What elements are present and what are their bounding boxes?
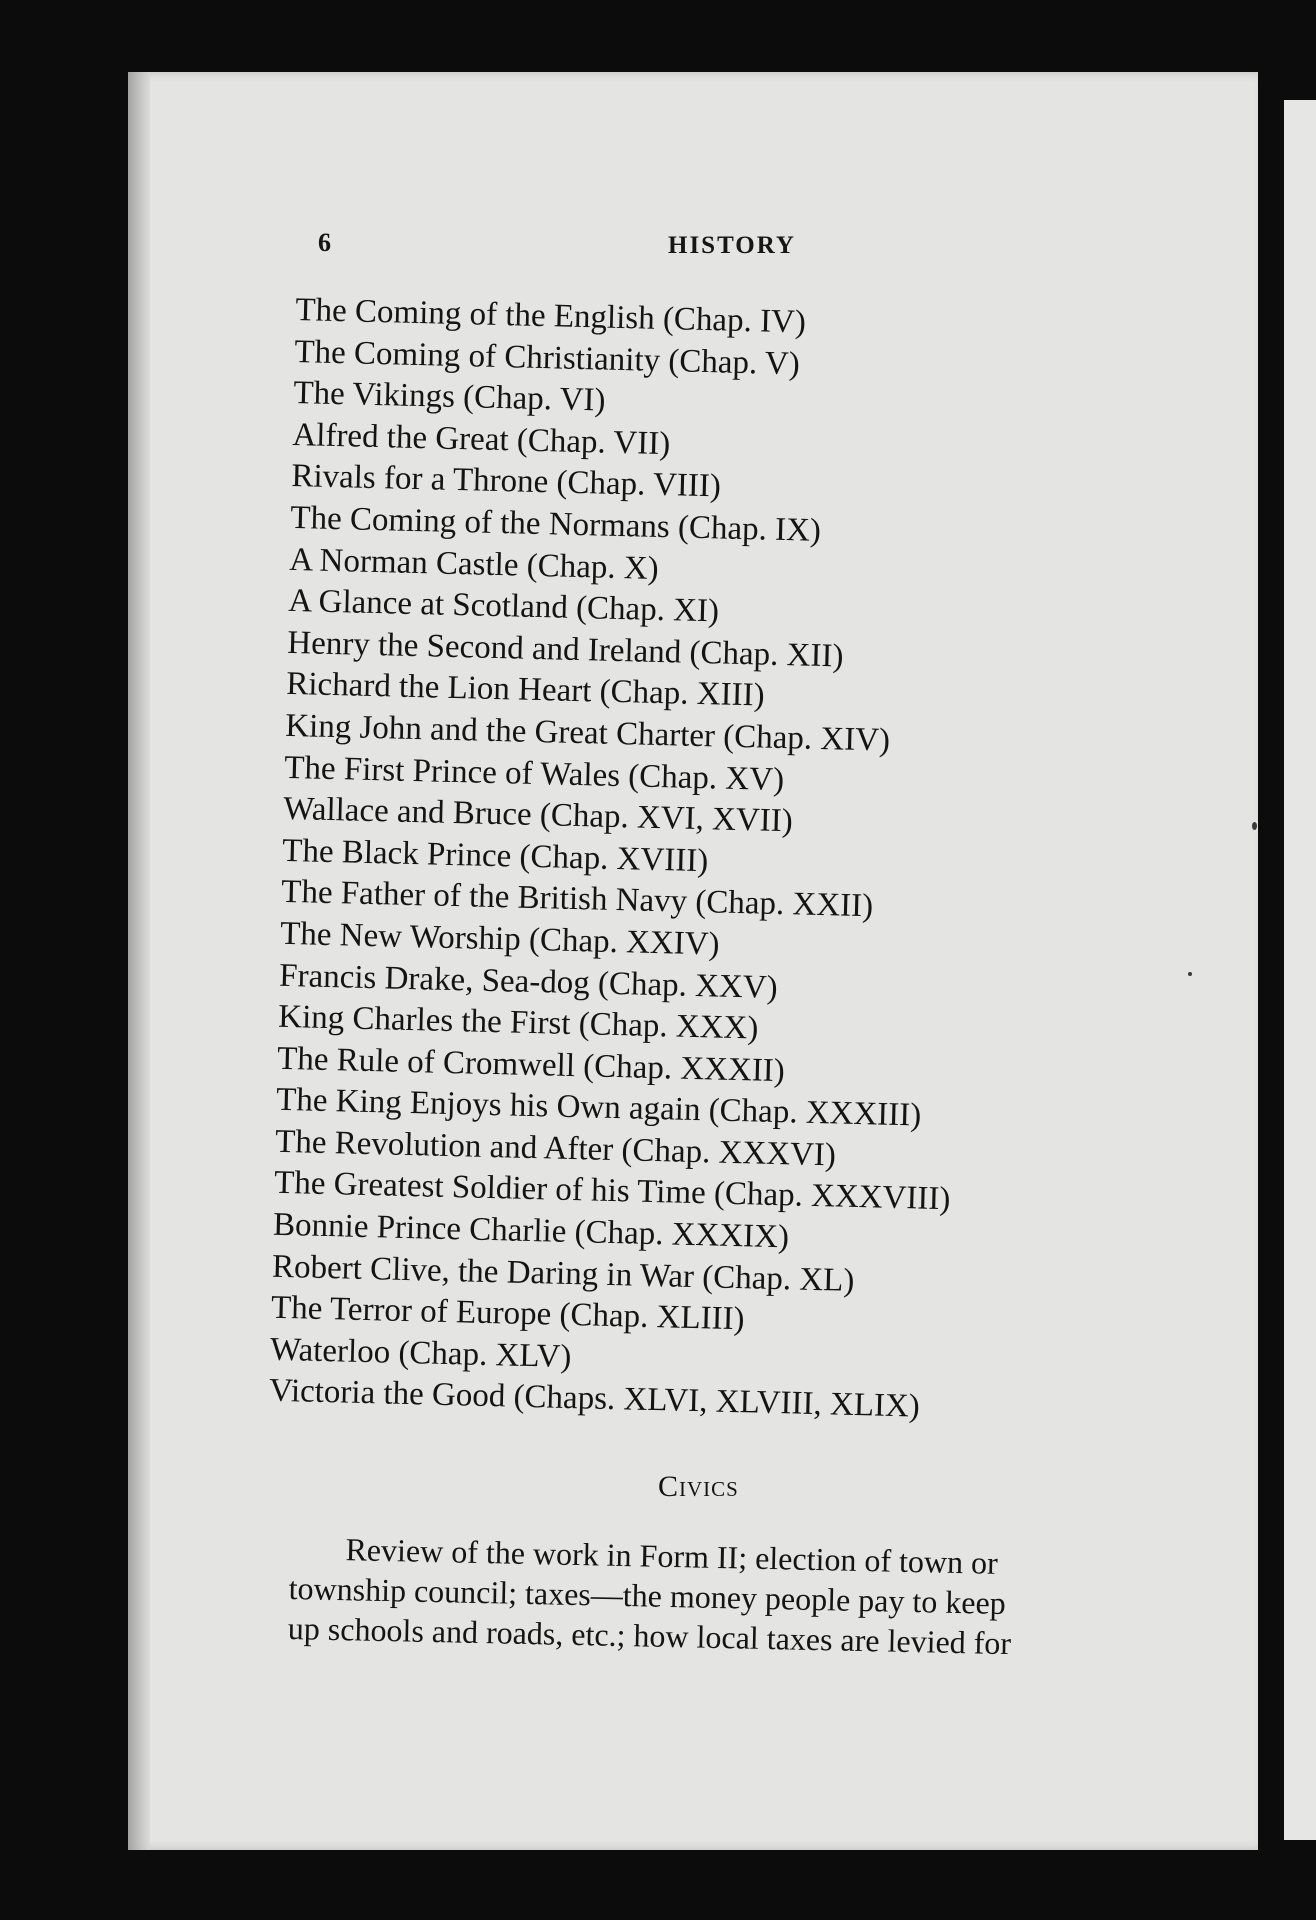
list-item: The Coming of the English (Chap. IV) xyxy=(295,291,807,341)
paragraph-line: township council; taxes—the money people pay to keep xyxy=(288,1569,1007,1622)
list-item: A Norman Castle (Chap. X) xyxy=(288,541,660,587)
list-item: Wallace and Bruce (Chap. XVI, XVII) xyxy=(282,790,794,840)
list-item: The Rule of Cromwell (Chap. XXXII) xyxy=(276,1040,786,1089)
civics-paragraph xyxy=(287,1528,1119,1665)
civics-heading: Civics xyxy=(658,1470,739,1503)
list-item: Victoria the Good (Chaps. XLVI, XLVIII, XLIX) xyxy=(268,1373,921,1426)
list-item: King John and the Great Charter (Chap. XIV) xyxy=(284,707,891,759)
list-item: The Vikings (Chap. VI) xyxy=(293,375,606,419)
list-item: Henry the Second and Ireland (Chap. XII) xyxy=(286,624,844,675)
paragraph-line: up schools and roads, etc.; how local taxes are levied for xyxy=(287,1609,1012,1662)
list-item: The Father of the British Navy (Chap. XXII) xyxy=(280,874,874,925)
list-item: The Greatest Soldier of his Time (Chap. XXXVIII) xyxy=(273,1165,951,1218)
list-item: The Coming of Christianity (Chap. V) xyxy=(294,333,801,382)
list-item: A Glance at Scotland (Chap. XI) xyxy=(287,583,720,630)
binding-gutter-shadow xyxy=(128,72,150,1850)
list-item: Richard the Lion Heart (Chap. XIII) xyxy=(285,666,765,714)
list-item: Robert Clive, the Daring in War (Chap. XL) xyxy=(271,1248,855,1299)
list-item: The Terror of Europe (Chap. XLIII) xyxy=(270,1289,745,1338)
list-item: The Coming of the Normans (Chap. IX) xyxy=(289,499,822,549)
running-head: HISTORY xyxy=(668,232,796,259)
facing-page-edge xyxy=(1284,100,1316,1840)
list-item: King Charles the First (Chap. XXX) xyxy=(277,998,759,1047)
page-number: 6 xyxy=(318,228,331,257)
history-chapter-list xyxy=(269,290,1176,1434)
ink-speck xyxy=(1252,822,1257,830)
ink-speck xyxy=(1188,972,1192,976)
paragraph-line: Review of the work in Form II; election of town or xyxy=(345,1531,999,1581)
list-item: Francis Drake, Sea-dog (Chap. XXV) xyxy=(278,957,779,1006)
list-item: The Revolution and After (Chap. XXXVI) xyxy=(274,1123,837,1174)
list-item: The New Worship (Chap. XXIV) xyxy=(279,915,720,963)
list-item: Alfred the Great (Chap. VII) xyxy=(292,416,671,462)
list-item: The King Enjoys his Own again (Chap. XXXIII) xyxy=(275,1082,922,1134)
list-item: Waterloo (Chap. XLV) xyxy=(269,1331,572,1375)
list-item: The Black Prince (Chap. XVIII) xyxy=(281,832,709,879)
page-header xyxy=(318,228,1218,268)
list-item: Rivals for a Throne (Chap. VIII) xyxy=(291,458,722,505)
list-item: The First Prince of Wales (Chap. XV) xyxy=(283,749,785,798)
list-item: Bonnie Prince Charlie (Chap. XXXIX) xyxy=(272,1206,790,1256)
